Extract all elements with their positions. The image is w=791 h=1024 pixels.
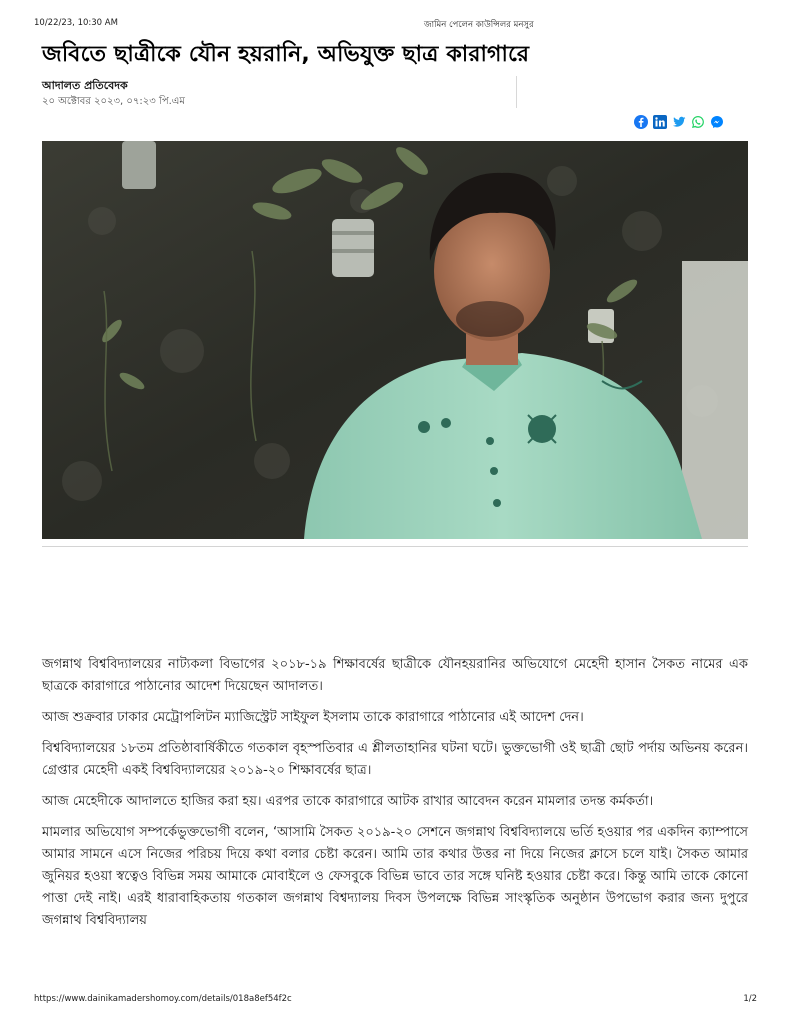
page-number: 1/2 bbox=[743, 994, 757, 1004]
article-body bbox=[42, 654, 748, 941]
print-url: https://www.dainikamadershomoy.com/details/018a8ef54f2c bbox=[34, 994, 292, 1004]
whatsapp-icon[interactable] bbox=[691, 115, 705, 129]
twitter-icon[interactable] bbox=[672, 115, 686, 129]
print-footer bbox=[34, 994, 757, 1008]
byline bbox=[42, 78, 185, 110]
print-datetime: 10/22/23, 10:30 AM bbox=[34, 18, 118, 28]
article-paragraph: আজ শুক্রবার ঢাকার মেট্রোপলিটন ম্যাজিস্ট্রেট সাইফুল ইসলাম তাকে কারাগারে পাঠানোর এই আদেশ দেন। bbox=[42, 710, 584, 725]
image-divider bbox=[42, 546, 748, 547]
share-bar bbox=[634, 115, 724, 129]
article-headline: জবিতে ছাত্রীকে যৌন হয়রানি, অভিযুক্ত ছাত্র কারাগারে bbox=[42, 42, 530, 67]
print-document-title: জামিন পেলেন কাউন্সিলর মনসুর bbox=[424, 20, 534, 30]
publish-date: ২০ অক্টোবর ২০২৩, ০৭:২৩ পি.এম bbox=[42, 96, 185, 107]
messenger-icon[interactable] bbox=[710, 115, 724, 129]
linkedin-icon[interactable] bbox=[653, 115, 667, 129]
article-paragraph: বিশ্ববিদ্যালয়ের ১৮তম প্রতিষ্ঠাবার্ষিকীতে গতকাল বৃহস্পতিবার এ শ্লীলতাহানির ঘটনা ঘটে। ভুক্তভোগী ওই ছাত্রী ছোট পর্দায় অভিনয় করেন। গ্রেপ্তার মেহেদী একই বিশ্ববিদ্যালয়ের ২০১৯-২০ শিক্ষাবর্ষের ছাত্র। bbox=[42, 741, 748, 778]
byline-divider bbox=[516, 76, 517, 108]
article-paragraph: মামলার অভিযোগ সম্পর্কেভুক্তভোগী বলেন, ‘আসামি সৈকত ২০১৯-২০ সেশনে জগন্নাথ বিশ্ববিদ্যালয়ে ভর্তি হওয়ার পর একদিন ক্যাম্পাসে আমার সামনে এসে নিজের পরিচয় দিয়ে কথা বলার চেষ্টা করেন। আমি তার কথার উত্তর না দিয়ে নিজের ক্লাসে চলে যাই। সৈকত আমার জুনিয়র হওয়া স্বত্বেও বিভিন্ন সময় আমাকে মোবাইলে ও ফেসবুকে বিভিন্ন ভাবে তার সঙ্গে ঘনিষ্ট হওয়ার চেষ্টা করে। কিন্তু আমি তাকে কোনো পাত্তা দেই নাই। এরই ধারাবাহিকতায় গতকাল জগন্নাথ বিশ্বদ্যালয় দিবস উপলক্ষে বিভিন্ন সাংস্কৃতিক অনুষ্ঠান উপভোগ করার জন্য দুপুরে জগন্নাথ বিশ্ববিদ্যালয় bbox=[42, 825, 748, 928]
article-paragraph: জগন্নাথ বিশ্ববিদ্যালয়ের নাট্যকলা বিভাগের ২০১৮-১৯ শিক্ষাবর্ষের ছাত্রীকে যৌনহয়রানির অভিযোগে মেহেদী হাসান সৈকত নামের এক ছাত্রকে কারাগারে পাঠানোর আদেশ দিয়েছেন আদালত। bbox=[42, 657, 748, 694]
print-header bbox=[34, 18, 757, 32]
article-paragraph: আজ মেহেদীকে আদালতে হাজির করা হয়। এরপর তাকে কারাগারে আটক রাখার আবেদন করেন মামলার তদন্ত কর্মকর্তা। bbox=[42, 794, 654, 809]
author-name[interactable]: আদালত প্রতিবেদক bbox=[42, 79, 128, 92]
hero-image bbox=[42, 141, 748, 539]
facebook-icon[interactable] bbox=[634, 115, 648, 129]
